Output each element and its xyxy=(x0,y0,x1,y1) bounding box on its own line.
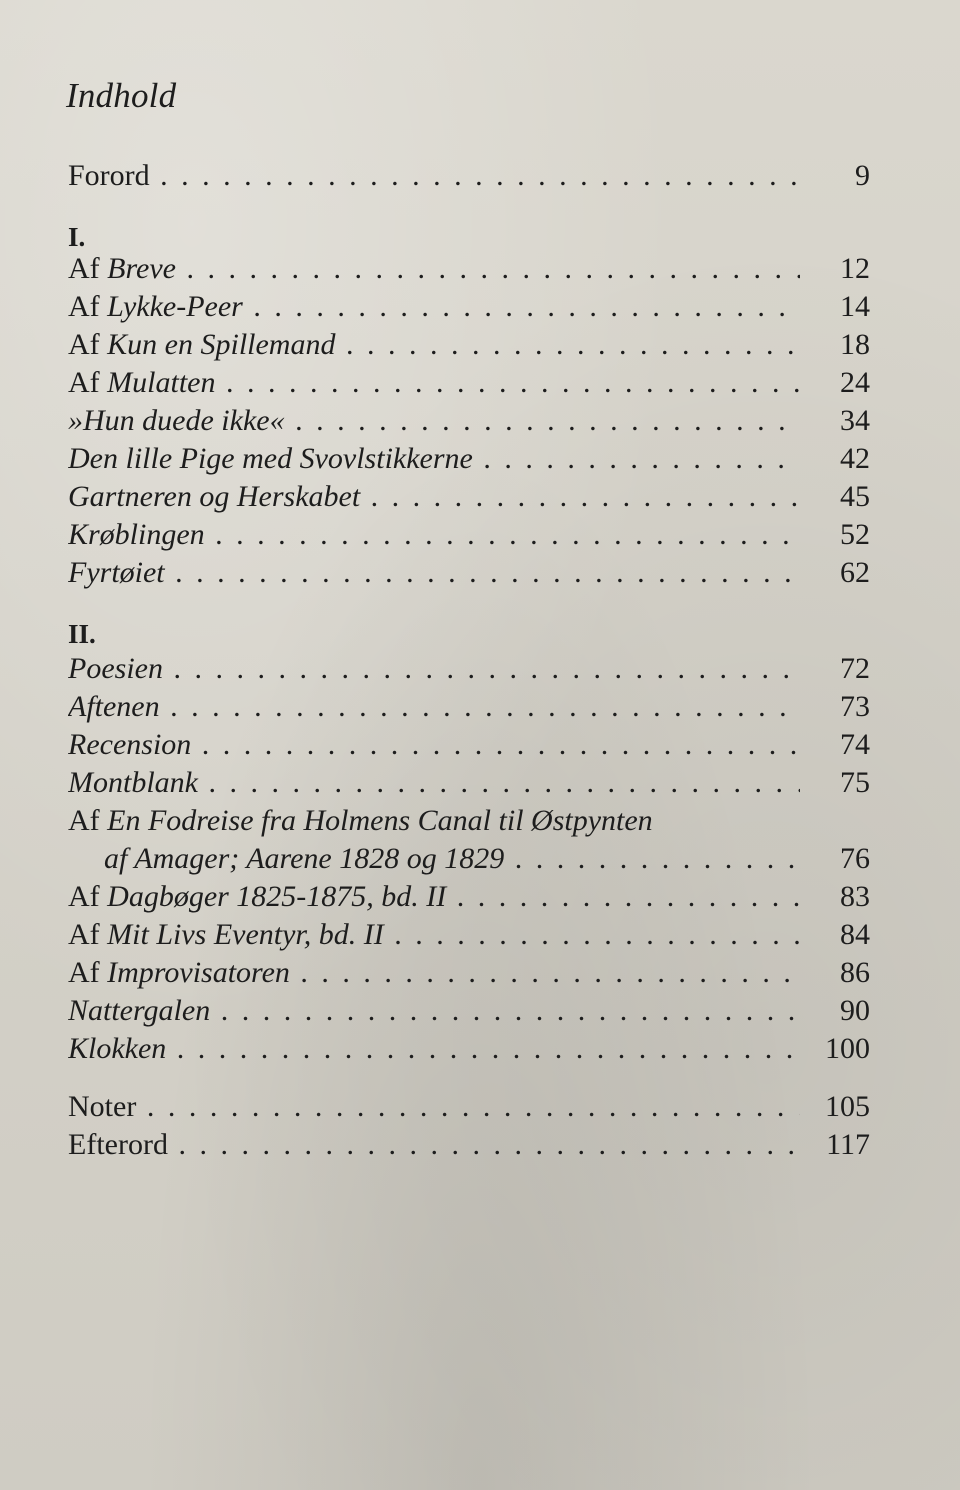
page-number: 62 xyxy=(840,556,870,589)
page-number: 84 xyxy=(840,918,870,951)
toc-entry-noter xyxy=(68,1088,870,1126)
entry-title: Efterord xyxy=(68,1128,168,1161)
page-number: 117 xyxy=(826,1128,870,1161)
page-number: 75 xyxy=(840,766,870,799)
entry-title-italic: »Hun duede ikke« xyxy=(68,404,285,437)
entry-title-italic: Montblank xyxy=(68,766,198,799)
entry-title-italic: Dagbøger 1825-1875, bd. II xyxy=(107,880,447,913)
toc-entry xyxy=(68,688,870,726)
page-number: 12 xyxy=(840,252,870,285)
toc-entry xyxy=(68,440,870,478)
entry-title-italic: Recension xyxy=(68,728,192,761)
entry-title-italic: Aftenen xyxy=(68,690,160,723)
page-number: 34 xyxy=(840,404,870,437)
entry-title-italic: Breve xyxy=(107,252,176,285)
entry-title-italic: Krøblingen xyxy=(68,518,205,551)
entry-title-italic: Klokken xyxy=(68,1032,167,1065)
page-number: 86 xyxy=(840,956,870,989)
page-number: 100 xyxy=(825,1032,870,1065)
page-number: 73 xyxy=(840,690,870,723)
toc-entry-forord xyxy=(68,157,870,195)
toc-entry xyxy=(68,1030,870,1068)
entry-title: Noter xyxy=(68,1090,137,1123)
entry-title-italic: Kun en Spillemand xyxy=(107,328,336,361)
toc-entry xyxy=(68,878,870,916)
page-number: 74 xyxy=(840,728,870,761)
entry-title-italic: Nattergalen xyxy=(68,994,211,1027)
page-number: 45 xyxy=(840,480,870,513)
page-number: 9 xyxy=(855,159,870,192)
toc-entry xyxy=(68,516,870,554)
entry-title-continuation: af Amager; Aarene 1828 og 1829 xyxy=(104,842,505,875)
entry-title: Forord xyxy=(68,159,150,192)
entry-title-italic: Gartneren og Herskabet xyxy=(68,480,361,513)
entry-title: Af xyxy=(68,804,108,837)
toc-entry-first-line xyxy=(68,802,788,840)
entry-title-italic: Fyrtøiet xyxy=(68,556,165,589)
entry-title-italic: Mit Livs Eventyr, bd. II xyxy=(107,918,384,951)
page-number: 18 xyxy=(840,328,870,361)
toc-entry xyxy=(68,250,870,288)
entry-title: Af xyxy=(68,366,108,399)
toc-entry xyxy=(68,992,870,1030)
entry-title-italic: Improvisatoren xyxy=(107,956,290,989)
toc-entry-efterord xyxy=(68,1126,870,1164)
page-number: 76 xyxy=(840,842,870,875)
toc-entry xyxy=(68,840,870,878)
toc-entry xyxy=(68,916,870,954)
toc-entry xyxy=(68,478,870,516)
section-heading-2: II. xyxy=(68,619,96,649)
entry-title: Af xyxy=(68,328,108,361)
toc-entry xyxy=(68,554,870,592)
entry-title-italic: Den lille Pige med Svovlstikkerne xyxy=(68,442,473,475)
entry-title-italic: Mulatten xyxy=(107,366,216,399)
entry-title: Af xyxy=(68,956,108,989)
page-number: 42 xyxy=(840,442,870,475)
page-number: 52 xyxy=(840,518,870,551)
toc-entry xyxy=(68,288,870,326)
entry-title-italic: Lykke-Peer xyxy=(107,290,243,323)
toc-entry xyxy=(68,764,870,802)
page-number: 14 xyxy=(840,290,870,323)
entry-title: Af xyxy=(68,918,108,951)
page-number: 72 xyxy=(840,652,870,685)
section-heading-1: I. xyxy=(68,222,86,252)
toc-entry xyxy=(68,954,870,992)
page-number: 83 xyxy=(840,880,870,913)
entry-title-italic: En Fodreise fra Holmens Canal til Østpynten xyxy=(107,804,653,837)
toc-entry xyxy=(68,402,870,440)
entry-title-italic: Poesien xyxy=(68,652,163,685)
toc-entry xyxy=(68,650,870,688)
toc-entry xyxy=(68,726,870,764)
page-number: 24 xyxy=(840,366,870,399)
toc-entry xyxy=(68,326,870,364)
entry-title: Af xyxy=(68,252,108,285)
entry-title: Af xyxy=(68,880,108,913)
page-number: 90 xyxy=(840,994,870,1027)
page-number: 105 xyxy=(825,1090,870,1123)
page-title: Indhold xyxy=(66,76,177,115)
toc-entry xyxy=(68,364,870,402)
entry-title: Af xyxy=(68,290,108,323)
